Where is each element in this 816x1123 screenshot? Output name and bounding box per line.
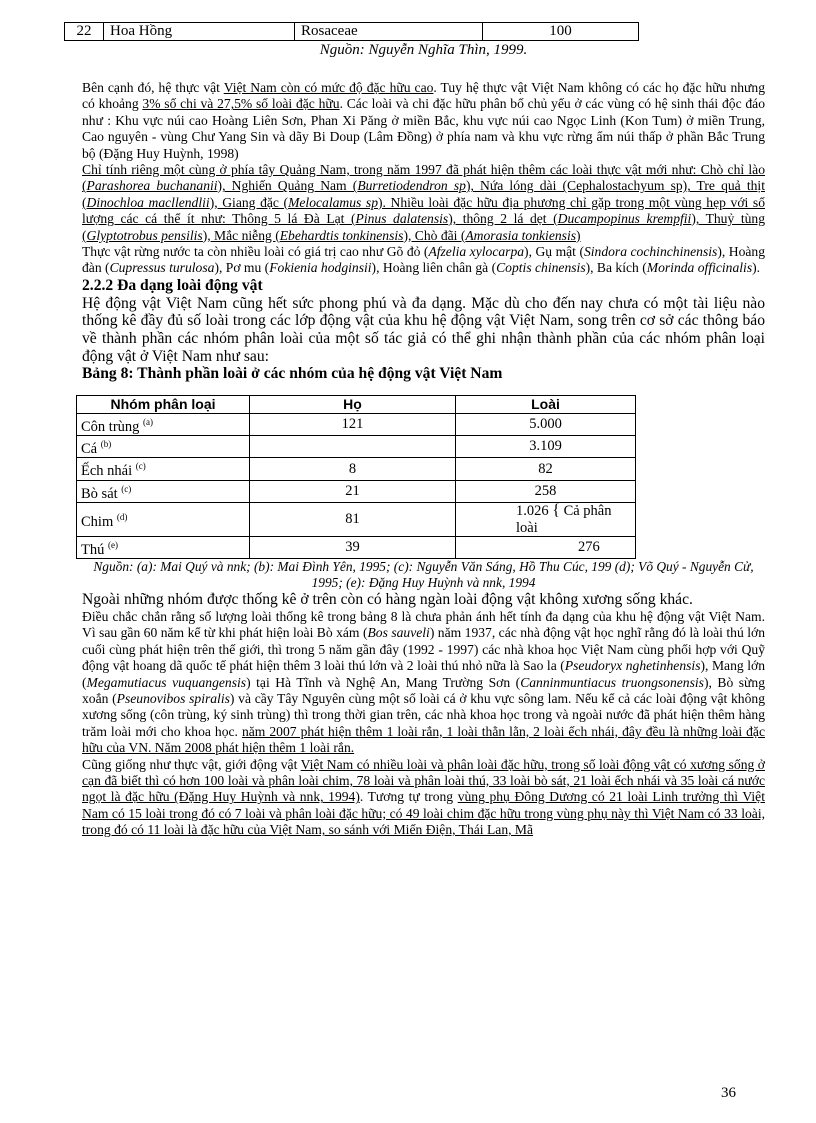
paragraph-invertebrates-lead: Ngoài những nhóm được thống kê ở trên còn có hàng ngàn loài động vật không xương sống khác. (82, 591, 693, 609)
species-name: Canninmuntiacus truongsonensis (520, 674, 704, 690)
cell-families: 39 (250, 537, 456, 559)
text: ), Ba kích ( (585, 260, 647, 276)
cell-species: 3.109 (456, 436, 636, 458)
page-number: 36 (721, 1085, 736, 1101)
text: . Các loài và chi đặc hữu phân bố chủ yếu ở các vùng có hệ sinh thái độc đáo như : Khu vực núi cao Hoàng Liên Sơn, Phan Xi Păng ở miền Bắc, khu vực núi cao Ngọc Linh (Kon Tum) ở miền Trung, Cao nguyên - vùng Chư Yang Sin và dãy Bi Doup (Lâm Đồng) ở phía nam và khu vực rừng ẩm núi thấp ở phần Bắc Trung bộ (Đặng Huy Huỳnh, 1998) (82, 96, 765, 161)
group-name: Côn trùng (81, 418, 140, 435)
col-header-species: Loài (456, 396, 636, 414)
source-note: (e) (107, 540, 118, 551)
text: ), Hoàng đàn ( (82, 244, 765, 276)
cell-group (77, 537, 250, 559)
source-note: (c) (121, 483, 132, 494)
text: . Tuy hệ thực vật Việt Nam không có các họ đặc hữu nhưng có khoảng (82, 80, 765, 112)
brace-icon: { (552, 502, 560, 520)
text: ), Pơ mu ( (214, 260, 270, 276)
cell-families: 8 (250, 458, 456, 480)
text: ), Nứa lóng dài (Cephalostachyum sp), Tre quả thịt ( (82, 178, 765, 210)
cell-no: 22 (65, 23, 104, 41)
table-header-row (77, 396, 636, 414)
text-underlined: Việt Nam còn có mức độ đặc hữu cao (223, 80, 434, 95)
text: ), Gụ mật ( (524, 244, 584, 260)
species-name: Coptis chinensis (496, 260, 586, 276)
species-name: Cupressus turulosa (109, 260, 215, 276)
cell-species: 258 (456, 480, 636, 502)
text: ). (752, 260, 761, 276)
species-name: Megamutiacus vuquangensis (86, 674, 247, 690)
cell-family: Rosaceae (295, 23, 483, 41)
species-name: Parashorea buchananii (86, 178, 218, 194)
text: ), Thuỷ tùng ( (82, 211, 765, 243)
cell-name: Hoa Hồng (104, 23, 295, 41)
species-count: 1.026 (516, 503, 549, 520)
cell-families (250, 436, 456, 458)
text-underlined: 3% số chi và 27,5% số loài đặc hữu (142, 96, 340, 112)
text: Chỉ tính riêng một cùng ở phía tây Quảng Nam, trong năm 1997 đã phát hiện thêm các loài thực vật mới như: Chò chỉ lào ( (82, 162, 765, 194)
text: . Tương tự trong (359, 789, 458, 805)
paragraph-endemism (82, 80, 765, 162)
cell-species: 5.000 (456, 413, 636, 435)
cell-group (77, 503, 250, 537)
text: ) năm 1937, các nhà động vật học nghĩ rằng đó là loài thú lớn cuối cùng phát hiện trên thế giới, thì trong 5 năm gần đây (1992 - 1997) các nhà khoa học Việt Nam cùng phối hợp với Quỹ động vật hoang dã quốc tế phát hiện thêm 3 loài thú lớn và 2 loài thú nhỏ nữa là Sao la ( (82, 625, 765, 674)
fauna-table-source: Nguồn: (a): Mai Quý và nnk; (b): Mai Đình Yên, 1995; (c): Nguyễn Văn Sáng, Hồ Thu Cúc, 199 (d); Võ Quý - Nguyễn Cử, 1995; (e): Đặng Huy Huỳnh và nnk, 1994 (93, 559, 754, 591)
brace-label: Cả phân loài (516, 503, 612, 536)
text: Bên cạnh đó, hệ thực vật (82, 80, 224, 95)
cell-species: 82 (456, 458, 636, 480)
section-title: 2.2.2 Đa dạng loài động vật (82, 276, 263, 294)
cell-families: 81 (250, 503, 456, 537)
fauna-table (76, 395, 636, 559)
group-name: Ếch nhái (81, 463, 133, 480)
species-count: 276 (578, 539, 600, 556)
top-table-source: Nguồn: Nguyễn Nghĩa Thìn, 1999. (319, 42, 528, 58)
group-name: Bò sát (81, 485, 118, 502)
cell-group (77, 413, 250, 435)
species-name: Pinus dalatensis (355, 211, 449, 227)
text: ), Mang lớn ( (82, 658, 765, 690)
group-name: Thú (81, 541, 105, 558)
cell-species (456, 503, 636, 537)
text: ), Mắc niễng ( (202, 227, 280, 243)
cell-group (77, 436, 250, 458)
text: Thực vật rừng nước ta còn nhiều loài có giá trị cao như Gõ đỏ ( (82, 244, 429, 260)
text: ), Giang đặc ( (209, 194, 289, 210)
species-name: Morinda officinalis (646, 260, 753, 276)
text-underlined: Việt Nam có nhiều loài và phân loài đặc hữu, trong số loài động vật có xương sống ở cạn đã biết thì có hơn 100 loài và phân loài chim, 78 loài và phân loài thú, 33 loài bò sát, 21 loài ếch nhái và 35 loài cá nước ngọt là đặc hữu (Đặng Huy Huỳnh và nnk, 1994) (82, 756, 765, 805)
table-row (77, 413, 636, 435)
text: ) (576, 227, 581, 243)
cell-count: 100 (483, 23, 639, 41)
text: ), Chò đãi ( (403, 227, 466, 243)
species-name: Pseudoryx nghetinhensis (564, 658, 701, 674)
species-name: Bos sauveli (367, 625, 430, 641)
species-name: Sindora cochinchinensis (583, 244, 718, 260)
species-name: Melocalamus sp (288, 194, 379, 210)
text-underlined: năm 2007 phát hiện thêm 1 loài rắn, 1 loài thằn lằn, 2 loài ếch nhái, đây đều là những loài đặc hữu của VN. Năm 2008 phát hiện thêm 1 loài rắn. (82, 723, 765, 756)
table-row (77, 480, 636, 502)
species-name: Ducampopinus krempfii (557, 211, 692, 227)
source-note: (c) (135, 461, 146, 472)
text: ), Hoàng liên chân gà ( (371, 260, 497, 276)
table-row (77, 436, 636, 458)
text: Cũng giống như thực vật, giới động vật (82, 756, 301, 772)
text: ), Bò sừng xoắn ( (82, 674, 766, 707)
paragraph-valuable-plants (82, 244, 765, 277)
cell-group (77, 480, 250, 502)
paragraph-new-species (82, 162, 765, 244)
source-note: (d) (116, 511, 128, 522)
paragraph-new-discoveries (82, 609, 765, 757)
species-name: Glyptotrobus pensilis (86, 227, 203, 243)
species-name: Dinochloa macllendlii (86, 194, 210, 210)
cell-group (77, 458, 250, 480)
cell-families: 121 (250, 413, 456, 435)
text: ), thông 2 lá dẹt ( (448, 211, 558, 227)
text: ). Nhiều loài đặc hữu địa phương chỉ gặp trong một vùng hẹp với số lượng các cá thể ít như: Thông 5 lá Đà Lạt ( (82, 194, 765, 227)
text: ) tại Hà Tĩnh và Nghệ An, Mang Trường Sơn ( (246, 674, 521, 690)
paragraph-fauna-intro: Hệ động vật Việt Nam cũng hết sức phong phú và đa dạng. Mặc dù cho đến nay chưa có một tài liệu nào thống kê đầy đủ số loài trong các lớp động vật của khu hệ động vật Việt Nam, song trên cơ sở các thông báo về thành phần các nhóm phân loài của một số tác giả có thể ghi nhận thành phần của các nhóm phân loại động vật ở Việt Nam như sau: (82, 294, 765, 365)
col-header-families: Họ (250, 396, 456, 414)
table-row (77, 458, 636, 480)
group-name: Cá (81, 440, 98, 457)
paragraph-fauna-endemism (82, 757, 765, 839)
species-name: Fokienia hodginsii (269, 260, 372, 276)
text: Điều chắc chắn rằng số lượng loài thống kê trong bảng 8 là chưa phản ánh hết tính đa dạng của khu hệ động vật Việt Nam. Vì sau gần 60 năm kể từ khi phát hiện loài Bò xám ( (82, 608, 765, 641)
table-row (65, 23, 639, 41)
document-page (76, 22, 766, 839)
top-table (64, 22, 639, 41)
table-title: Bảng 8: Thành phần loài ở các nhóm của hệ động vật Việt Nam (82, 365, 503, 383)
col-header-group: Nhóm phân loại (77, 396, 250, 414)
species-name: Ebehardtis tonkinensis (279, 227, 404, 243)
species-name: Afzelia xylocarpa (428, 244, 525, 260)
text-underlined: vùng phụ Đông Dương có 21 loài Linh trưởng thì Việt Nam có 15 loài trong đó có 7 loài và phân loài đặc hữu; có 49 loài chim đặc hữu trong vùng phụ này thì Việt Nam có 33 loài, trong đó có 11 loài là đặc hữu của Việt Nam, so sánh với Miến Điện, Thái Lan, Mã (82, 789, 765, 838)
text: ) và cầy Tây Nguyên cùng một số loài cá ở khu vực sông lam. Nếu kể cả các loài động vật không xương sống (côn trùng, ký sinh trùng) thì trong thời gian trên, các nhà khoa học trong và ngoài nước đã phát hiện thêm hàng trăm loài mới cho khoa học. (82, 691, 765, 739)
text: ), Nghiến Quảng Nam ( (217, 178, 358, 194)
species-name: Pseunovibos spiralis (116, 691, 230, 707)
species-name: Amorasia tonkiensis (465, 227, 577, 243)
source-note: (b) (100, 439, 112, 450)
source-note: (a) (143, 416, 154, 427)
table-row (77, 537, 636, 559)
cell-species (456, 537, 636, 559)
species-name: Burretiodendron sp (357, 178, 466, 194)
group-name: Chim (81, 513, 114, 530)
table-row (77, 503, 636, 537)
cell-families: 21 (250, 480, 456, 502)
